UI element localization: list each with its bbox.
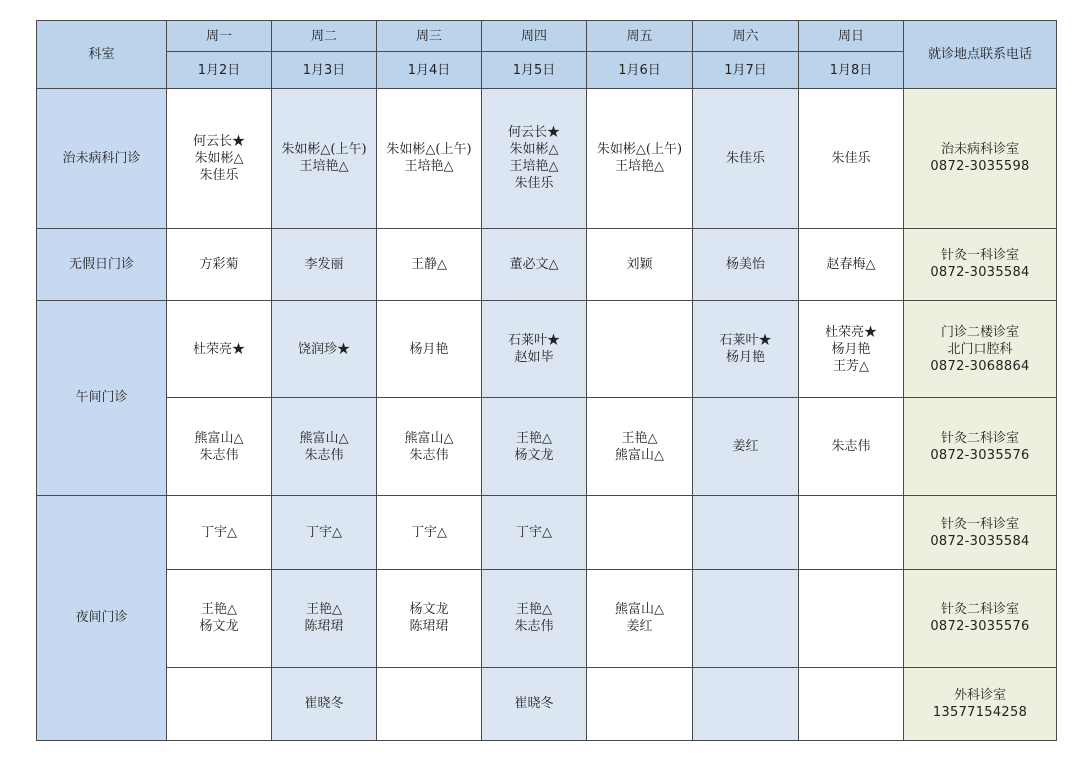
schedule-cell: [272, 570, 377, 667]
weekday-header: 周日: [799, 21, 904, 52]
schedule-cell: [167, 667, 272, 740]
doctor-name: 王艳△: [201, 602, 237, 618]
phone-number: 0872-3035584: [930, 533, 1030, 549]
schedule-cell: [167, 570, 272, 667]
clinic-location: 外科诊室: [953, 687, 1006, 703]
schedule-cell: [482, 228, 587, 300]
weekday-header: 周五: [587, 21, 693, 52]
contact-cell: [904, 228, 1057, 300]
date-header: 1月4日: [377, 52, 482, 89]
schedule-cell: [799, 228, 904, 300]
schedule-cell: [482, 495, 587, 569]
doctor-name: 石莱叶★: [507, 333, 560, 349]
doctor-name: 朱如彬△: [509, 142, 559, 158]
schedule-cell: [587, 228, 693, 300]
doctor-name: 朱如彬△(上午): [281, 142, 367, 158]
phone-number: 13577154258: [932, 704, 1028, 720]
schedule-cell: [587, 667, 693, 740]
doctor-name: 王培艳△: [509, 159, 559, 175]
weekday-header: 周三: [377, 21, 482, 52]
date-header: 1月6日: [587, 52, 693, 89]
schedule-cell: [799, 570, 904, 667]
schedule-cell: [799, 667, 904, 740]
doctor-name: 杨文龙: [514, 447, 554, 463]
doctor-name: 朱志伟: [409, 447, 449, 463]
schedule-cell: [167, 398, 272, 495]
doctor-name: 王芳△: [833, 358, 869, 374]
doctor-name: 杨月艳: [725, 350, 765, 366]
doctor-name: 杨文龙: [199, 619, 239, 635]
date-header: 1月5日: [482, 52, 587, 89]
doctor-name: 丁宇△: [306, 525, 342, 540]
phone-number: 0872-3035576: [930, 447, 1030, 463]
doctor-name: 赵如毕: [514, 350, 554, 366]
schedule-cell: [587, 398, 693, 495]
phone-number: 0872-3035584: [930, 265, 1030, 281]
doctor-name: 朱佳乐: [199, 167, 239, 183]
schedule-cell: [693, 398, 799, 495]
contact-cell: [904, 300, 1057, 397]
clinic-location: 门诊二楼诊室: [940, 324, 1019, 340]
schedule-table: [36, 20, 1057, 741]
schedule-cell: [377, 495, 482, 569]
schedule-cell: [167, 495, 272, 569]
schedule-cell: [482, 570, 587, 667]
contact-cell: [904, 398, 1057, 495]
date-header: 1月2日: [167, 52, 272, 89]
contact-header: 就诊地点联系电话: [904, 21, 1057, 89]
schedule-cell: [482, 398, 587, 495]
phone-number: 0872-3068864: [930, 358, 1030, 374]
department-name: 治未病科门诊: [37, 89, 167, 229]
contact-cell: [904, 570, 1057, 667]
schedule-cell: [799, 495, 904, 569]
doctor-name: 王培艳△: [615, 159, 664, 175]
doctor-name: 王艳△: [306, 602, 342, 618]
schedule-cell: [482, 89, 587, 229]
doctor-name: 熊富山△: [194, 430, 244, 446]
schedule-cell: [272, 667, 377, 740]
doctor-name: 饶润珍★: [297, 341, 350, 357]
doctor-name: 朱佳乐: [725, 150, 765, 166]
table-row: [37, 228, 1057, 300]
schedule-cell: [693, 300, 799, 397]
date-header: 1月7日: [693, 52, 799, 89]
table-row: [37, 570, 1057, 667]
schedule-cell: [482, 667, 587, 740]
doctor-name: 王静△: [411, 256, 447, 272]
doctor-name: 丁宇△: [516, 525, 552, 540]
doctor-name: 朱志伟: [514, 619, 554, 635]
schedule-cell: [167, 300, 272, 397]
phone-number: 0872-3035576: [930, 619, 1030, 635]
schedule-cell: [693, 495, 799, 569]
doctor-name: 熊富山△: [404, 430, 454, 446]
contact-cell: [904, 667, 1057, 740]
date-header: 1月3日: [272, 52, 377, 89]
doctor-name: 朱志伟: [831, 439, 871, 455]
doctor-name: 杜荣亮★: [192, 341, 245, 357]
schedule-cell: [377, 228, 482, 300]
schedule-cell: [693, 570, 799, 667]
schedule-cell: [272, 495, 377, 569]
doctor-name: 朱如彬△: [194, 150, 244, 166]
doctor-name: 朱如彬△(上午): [386, 142, 472, 158]
clinic-location: 针灸二科诊室: [940, 602, 1019, 618]
doctor-name: 杜荣亮★: [824, 324, 877, 340]
doctor-name: 刘颖: [626, 256, 653, 272]
schedule-cell: [272, 398, 377, 495]
clinic-location: 针灸一科诊室: [940, 248, 1019, 264]
doctor-name: 王培艳△: [404, 159, 454, 175]
schedule-cell: [167, 228, 272, 300]
doctor-name: 杨月艳: [409, 341, 449, 357]
doctor-name: 朱佳乐: [831, 150, 871, 166]
doctor-name: 熊富山△: [615, 602, 664, 618]
doctor-name: 王艳△: [516, 430, 552, 446]
contact-cell: [904, 495, 1057, 569]
doctor-name: 熊富山△: [615, 447, 664, 463]
doctor-name: 丁宇△: [201, 525, 237, 540]
doctor-name: 杨月艳: [831, 341, 871, 357]
weekday-header: 周六: [693, 21, 799, 52]
schedule-cell: [377, 570, 482, 667]
department-name: 午间门诊: [37, 300, 167, 495]
doctor-name: 王艳△: [621, 430, 658, 446]
date-header: 1月8日: [799, 52, 904, 89]
table-row: [37, 300, 1057, 397]
table-row: [37, 89, 1057, 229]
clinic-location: 针灸一科诊室: [940, 516, 1019, 532]
clinic-location: 针灸二科诊室: [940, 430, 1019, 446]
contact-cell: [904, 89, 1057, 229]
doctor-name: 陈珺珺: [409, 619, 449, 635]
doctor-name: 杨文龙: [409, 602, 449, 618]
weekday-header: 周一: [167, 21, 272, 52]
schedule-cell: [377, 398, 482, 495]
department-name: 夜间门诊: [37, 495, 167, 740]
doctor-name: 王艳△: [516, 602, 552, 618]
clinic-location: 治未病科诊室: [940, 142, 1019, 158]
doctor-name: 李发丽: [304, 256, 344, 272]
doctor-name: 何云长★: [507, 125, 560, 141]
schedule-cell: [799, 398, 904, 495]
doctor-name: 熊富山△: [299, 430, 349, 446]
schedule-cell: [587, 300, 693, 397]
department-name: 无假日门诊: [37, 228, 167, 300]
doctor-name: 姜红: [626, 619, 653, 635]
doctor-name: 朱志伟: [199, 447, 239, 463]
weekday-header: 周四: [482, 21, 587, 52]
table-row: [37, 667, 1057, 740]
dept-header: 科室: [37, 21, 167, 89]
doctor-name: 方彩菊: [199, 256, 239, 272]
doctor-name: 朱如彬△(上午): [596, 142, 683, 158]
doctor-name: 杨美怡: [725, 256, 765, 272]
schedule-cell: [167, 89, 272, 229]
doctor-name: 陈珺珺: [304, 619, 344, 635]
schedule-cell: [799, 89, 904, 229]
table-row: [37, 398, 1057, 495]
weekday-header: 周二: [272, 21, 377, 52]
doctor-name: 朱佳乐: [514, 176, 554, 192]
schedule-cell: [587, 570, 693, 667]
doctor-name: 何云长★: [192, 133, 245, 149]
schedule-cell: [693, 228, 799, 300]
doctor-name: 崔晓冬: [304, 696, 344, 712]
schedule-cell: [587, 89, 693, 229]
schedule-cell: [272, 89, 377, 229]
schedule-cell: [799, 300, 904, 397]
schedule-cell: [693, 667, 799, 740]
doctor-name: 赵春梅△: [826, 256, 876, 272]
schedule-cell: [377, 300, 482, 397]
doctor-name: 姜红: [732, 439, 759, 455]
schedule-cell: [272, 228, 377, 300]
doctor-name: 董必文△: [509, 256, 559, 272]
doctor-name: 王培艳△: [299, 159, 349, 175]
table-row: [37, 495, 1057, 569]
doctor-name: 朱志伟: [304, 447, 344, 463]
schedule-cell: [482, 300, 587, 397]
schedule-cell: [377, 89, 482, 229]
doctor-name: 崔晓冬: [514, 696, 554, 712]
clinic-location: 北门口腔科: [947, 341, 1013, 357]
schedule-cell: [377, 667, 482, 740]
schedule-cell: [693, 89, 799, 229]
phone-number: 0872-3035598: [930, 159, 1030, 175]
schedule-cell: [587, 495, 693, 569]
doctor-name: 石莱叶★: [719, 333, 772, 349]
doctor-name: 丁宇△: [411, 525, 447, 540]
schedule-cell: [272, 300, 377, 397]
